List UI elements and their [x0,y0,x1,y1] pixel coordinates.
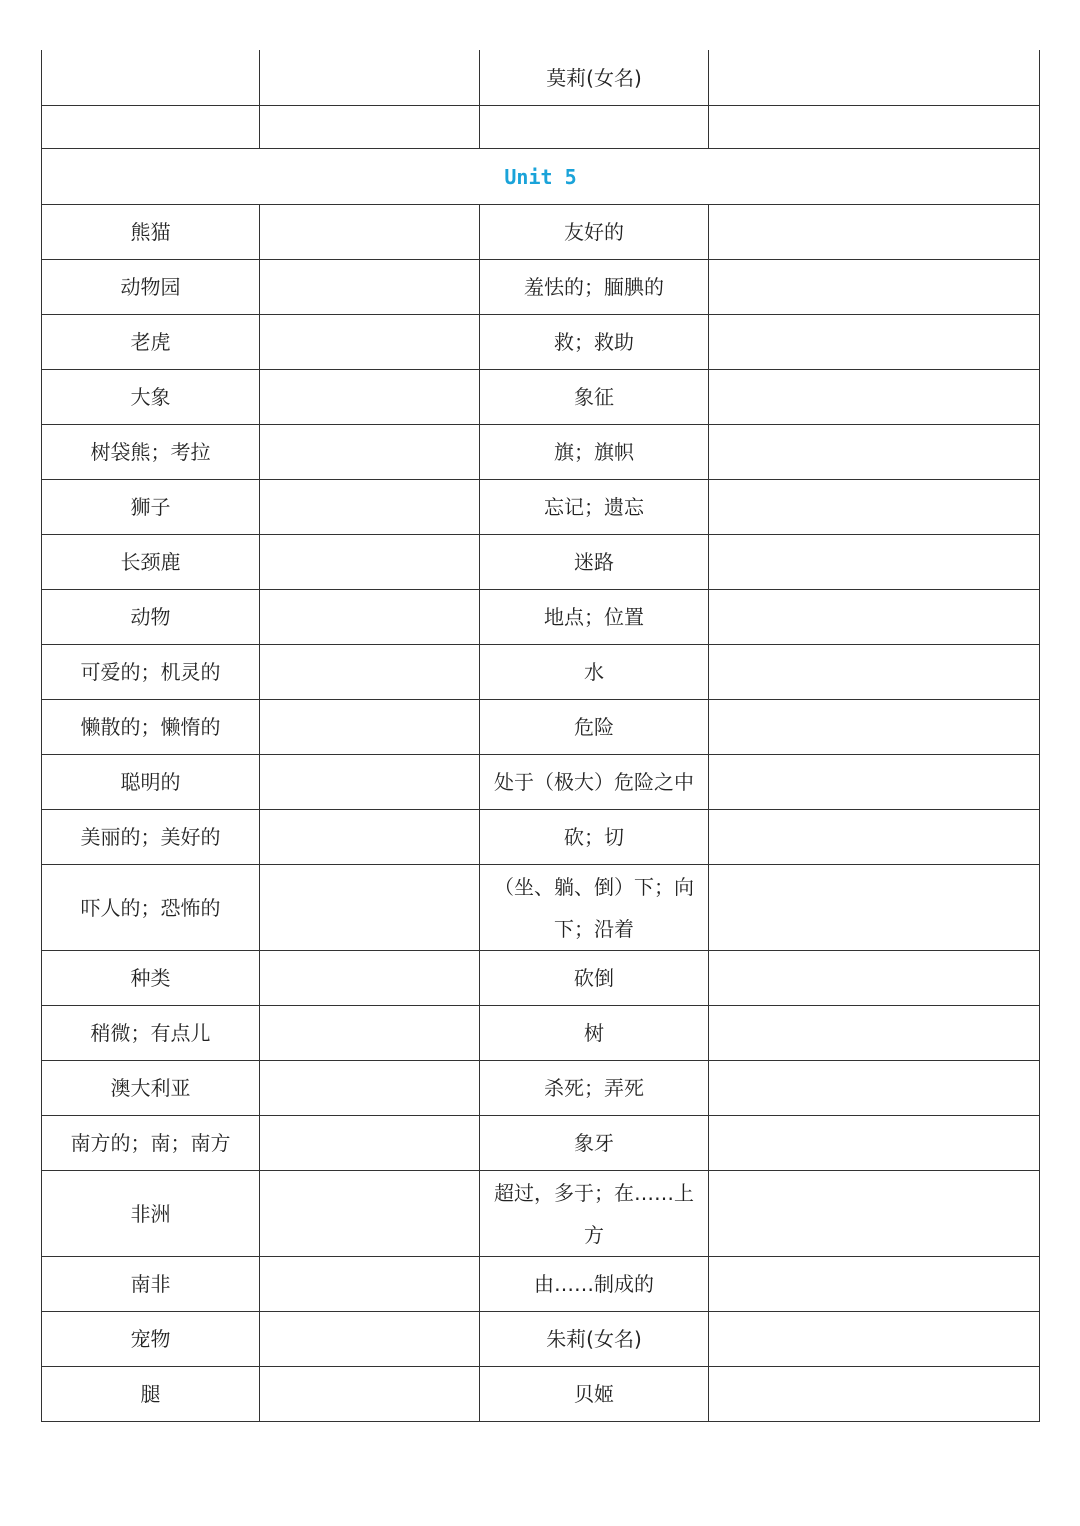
cell-english-left [260,1367,480,1422]
word-rows [42,205,1040,1422]
cell-chinese-left: 南非 [42,1257,260,1312]
cell-chinese-right: 危险 [480,700,709,755]
cell-chinese-right: 砍；切 [480,810,709,865]
cell-english-right [709,700,1040,755]
cell-english-left [260,865,480,951]
table-row [42,951,1040,1006]
table-row [42,50,1040,106]
cell-english-left [260,480,480,535]
table-row [42,590,1040,645]
cell-chinese-left: 动物 [42,590,260,645]
cell-english-right [709,1367,1040,1422]
cell-english-left [260,260,480,315]
cell-english-left [260,1257,480,1312]
cell-english-right [709,535,1040,590]
cell-english-right [709,370,1040,425]
cell-english-left [260,370,480,425]
cell-chinese-right: 莫莉(女名) [480,50,709,106]
table-row [42,205,1040,260]
table-row [42,1116,1040,1171]
unit-title: Unit 5 [42,149,1040,205]
table-row [42,425,1040,480]
cell-chinese-right: 朱莉(女名) [480,1312,709,1367]
cell-english-left [260,1006,480,1061]
cell-english-right [709,1171,1040,1257]
table-row [42,480,1040,535]
cell-chinese-right: 杀死；弄死 [480,1061,709,1116]
cell-chinese-right: 救；救助 [480,315,709,370]
cell-english-left [260,590,480,645]
cell-english-right [709,50,1040,106]
table-row [42,1312,1040,1367]
cell-chinese-right [480,106,709,149]
table-row [42,810,1040,865]
cell-chinese-right: 砍倒 [480,951,709,1006]
cell-chinese-left: 长颈鹿 [42,535,260,590]
cell-chinese-left: 非洲 [42,1171,260,1257]
cell-english-left [260,1171,480,1257]
cell-chinese-right: 贝姬 [480,1367,709,1422]
cell-english-right [709,1257,1040,1312]
cell-chinese-left: 树袋熊；考拉 [42,425,260,480]
cell-english-left [260,645,480,700]
table-row [42,700,1040,755]
cell-english-right [709,1312,1040,1367]
cell-chinese-right: （坐、躺、倒）下；向下；沿着 [480,865,709,951]
cell-english-left [260,205,480,260]
cell-chinese-right: 由……制成的 [480,1257,709,1312]
table-row [42,370,1040,425]
cell-english-left [260,106,480,149]
cell-english-left [260,315,480,370]
cell-chinese-left: 南方的；南；南方 [42,1116,260,1171]
cell-chinese-right: 处于（极大）危险之中 [480,755,709,810]
cell-chinese-left: 种类 [42,951,260,1006]
cell-english-right [709,315,1040,370]
cell-chinese-right: 旗；旗帜 [480,425,709,480]
cell-chinese-left: 懒散的；懒惰的 [42,700,260,755]
cell-chinese-left [42,106,260,149]
cell-chinese-right: 树 [480,1006,709,1061]
cell-english-right [709,590,1040,645]
table-row [42,755,1040,810]
table-row [42,645,1040,700]
cell-chinese-right: 羞怯的；腼腆的 [480,260,709,315]
cell-chinese-left: 美丽的；美好的 [42,810,260,865]
cell-chinese-left: 吓人的；恐怖的 [42,865,260,951]
cell-english-left [260,1312,480,1367]
cell-chinese-left: 宠物 [42,1312,260,1367]
table-row [42,535,1040,590]
cell-english-right [709,205,1040,260]
cell-chinese-left: 澳大利亚 [42,1061,260,1116]
table-row [42,1367,1040,1422]
table-row [42,315,1040,370]
cell-chinese-right: 友好的 [480,205,709,260]
cell-english-left [260,755,480,810]
cell-chinese-right: 象牙 [480,1116,709,1171]
cell-chinese-left: 狮子 [42,480,260,535]
cell-chinese-left: 大象 [42,370,260,425]
cell-english-right [709,480,1040,535]
cell-english-right [709,1116,1040,1171]
cell-english-right [709,755,1040,810]
cell-english-right [709,260,1040,315]
cell-english-right [709,865,1040,951]
cell-chinese-left: 可爱的；机灵的 [42,645,260,700]
cell-english-right [709,425,1040,480]
table-row [42,260,1040,315]
cell-chinese-left: 聪明的 [42,755,260,810]
cell-chinese-right: 迷路 [480,535,709,590]
cell-chinese-left: 熊猫 [42,205,260,260]
cell-english-left [260,951,480,1006]
table-row [42,865,1040,951]
cell-english-left [260,700,480,755]
cell-english-right [709,1061,1040,1116]
cell-english-left [260,425,480,480]
vocabulary-table [41,50,1040,1422]
cell-english-left [260,810,480,865]
cell-english-right [709,810,1040,865]
table-row [42,106,1040,149]
cell-chinese-right: 象征 [480,370,709,425]
cell-chinese-right: 忘记；遗忘 [480,480,709,535]
cell-chinese-left: 老虎 [42,315,260,370]
cell-english-right [709,1006,1040,1061]
cell-chinese-left: 腿 [42,1367,260,1422]
unit-header-row [42,149,1040,205]
cell-chinese-left: 动物园 [42,260,260,315]
cell-chinese-left: 稍微；有点儿 [42,1006,260,1061]
table-row [42,1171,1040,1257]
cell-chinese-left [42,50,260,106]
cell-chinese-right: 水 [480,645,709,700]
cell-english-left [260,1116,480,1171]
cell-english-right [709,106,1040,149]
cell-english-right [709,645,1040,700]
cell-english-right [709,951,1040,1006]
table-row [42,1061,1040,1116]
cell-english-left [260,535,480,590]
cell-english-left [260,1061,480,1116]
cell-chinese-right: 地点；位置 [480,590,709,645]
cell-chinese-right: 超过，多于；在……上方 [480,1171,709,1257]
table-row [42,1257,1040,1312]
table-row [42,1006,1040,1061]
cell-english-left [260,50,480,106]
